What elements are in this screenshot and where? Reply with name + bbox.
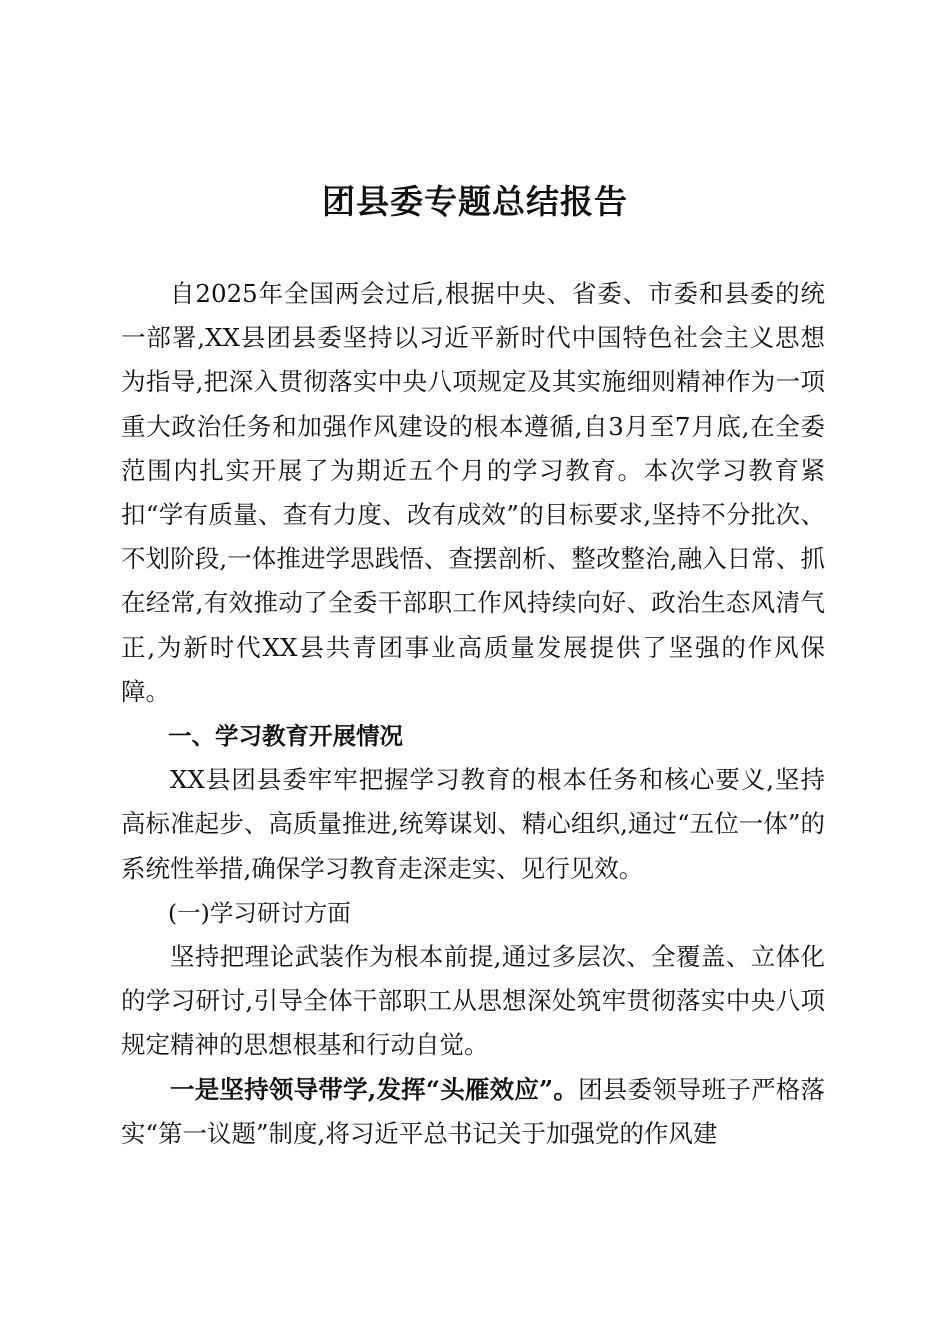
intro-paragraph: 自2025年全国两会过后,根据中央、省委、市委和县委的统一部署,XX县团县委坚持以习近平新时代中国特色社会主义思想为指导,把深入贯彻落实中央八项规定及其实施细则精神作为一项重大政治任务和加强作风建设的根本遵循,自3月至7月底,在全委范围内扎实开展了为期近五个月的学习教育。本次学习教育紧扣“学有质量、查有力度、改有成效”的目标要求,坚持不分批次、不划阶段,一体推进学思践悟、查摆剖析、整改整治,融入日常、抓在经常,有效推动了全委干部职工作风持续向好、政治生态风清气正,为新时代XX县共青团事业高质量发展提供了坚强的作风保障。 <box>121 279 825 706</box>
document-title: 团县委专题总结报告 <box>322 182 628 221</box>
point-lead: 一是坚持领导带学,发挥“头雁效应”。 <box>170 1074 579 1104</box>
point-body: 团县委领导班子严格落实“第一议题”制度,将习近平总书记关于加强党的作风建 <box>121 1074 826 1148</box>
point-paragraph <box>121 1068 825 1156</box>
subsection-paragraph: 坚持把理论武装作为根本前提,通过多层次、全覆盖、立体化的学习研讨,引导全体干部职工从思想深处筑牢贯彻落实中央八项规定精神的思想根基和行动自觉。 <box>121 942 825 1060</box>
section-heading: 一、学习教育开展情况 <box>168 722 403 751</box>
section-paragraph: XX县团县委牢牢把握学习教育的根本任务和核心要义,坚持高标准起步、高质量推进,统筹谋划、精心组织,通过“五位一体”的系统性举措,确保学习教育走深走实、见行见效。 <box>121 765 825 883</box>
subsection-heading: (一)学习研讨方面 <box>168 898 351 927</box>
document-body <box>121 272 825 1156</box>
